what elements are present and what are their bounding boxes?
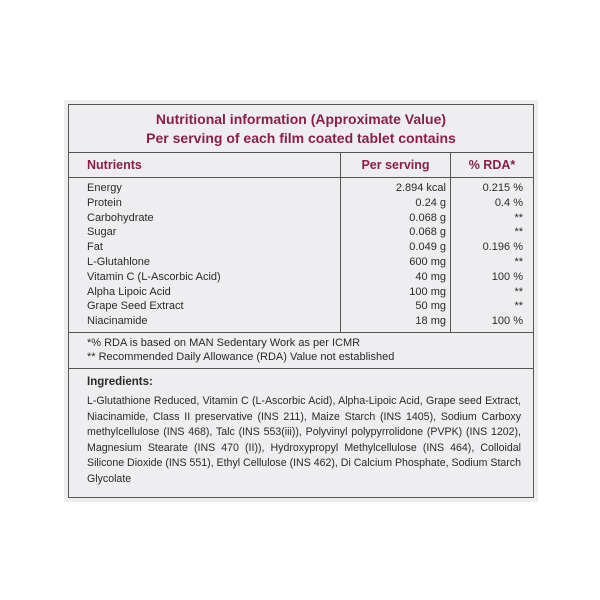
header-per-serving: Per serving — [341, 153, 451, 177]
nutrients-column — [69, 178, 341, 332]
nutrient-name: Energy — [87, 182, 122, 194]
ingredients-heading: Ingredients: — [87, 375, 153, 388]
nutrient-name: L-Glutahlone — [87, 255, 150, 268]
rda-value: ** — [514, 226, 523, 239]
per-serving-value: 0.24 g — [415, 196, 446, 209]
nutrient-name: Fat — [87, 241, 103, 254]
ingredients-section — [69, 369, 533, 488]
nutrient-name: Sugar — [87, 226, 117, 239]
per-serving-value: 0.068 g — [409, 211, 446, 224]
footnote-1: *% RDA is based on MAN Sedentary Work as per ICMR — [87, 336, 361, 349]
per-serving-column — [341, 178, 451, 332]
rda-value: ** — [514, 255, 523, 268]
footnote-2: ** Recommended Daily Allowance (RDA) Value not established — [87, 350, 395, 363]
nutrient-name: Vitamin C (L-Ascorbic Acid) — [87, 270, 221, 283]
rda-value: 100 % — [491, 315, 523, 328]
header-rda: % RDA* — [468, 158, 516, 172]
nutrient-name: Carbohydrate — [87, 211, 154, 224]
table-title — [69, 105, 533, 153]
rda-column — [451, 178, 533, 332]
per-serving-value: 40 mg — [415, 270, 446, 283]
rda-value: ** — [514, 211, 523, 224]
per-serving-value: 2.894 kcal — [395, 182, 446, 194]
rda-value: 0.215 % — [482, 182, 523, 194]
rda-value: ** — [514, 300, 523, 313]
rda-value: ** — [514, 285, 523, 298]
per-serving-value: 0.049 g — [409, 241, 446, 254]
nutrient-name: Grape Seed Extract — [87, 300, 184, 313]
nutrient-name: Alpha Lipoic Acid — [87, 285, 171, 298]
per-serving-value: 0.068 g — [409, 226, 446, 239]
rda-value: 0.4 % — [494, 196, 523, 209]
per-serving-value: 600 mg — [409, 255, 446, 268]
header-nutrients: Nutrients — [69, 153, 341, 177]
nutrient-name: Niacinamide — [87, 315, 148, 328]
title-line-2: Per serving of each film coated tablet contains — [146, 130, 456, 146]
ingredients-text: L-Glutathione Reduced, Vitamin C (L-Ascorbic Acid), Alpha-Lipoic Acid, Grape seed Extract, Niacinamide, Class II preservative (INS 211), Maize Starch (INS 1405), Sodium Carboxy methylcellulose (INS 468), Talc (INS 553(iii)), Polyvinyl polypyrrolidone (PVPK) (INS 1202), Magnesium Stearate (INS 470 (II)), Hydroxypropyl Methylcellulose (INS 464), Colloidal Silicone Dioxide (INS 551), Ethyl Cellulose (INS 462), Di Calcium Phosphate, Sodium Starch Glycolate — [87, 395, 521, 485]
rda-footnotes — [69, 333, 533, 369]
rda-value: 0.196 % — [482, 241, 523, 254]
title-line-1: Nutritional information (Approximate Value) — [155, 111, 447, 127]
nutrition-label-panel — [64, 100, 538, 502]
per-serving-value: 100 mg — [409, 285, 446, 298]
per-serving-value: 50 mg — [415, 300, 446, 313]
nutrient-name: Protein — [87, 196, 122, 209]
table-header-row — [69, 153, 533, 178]
per-serving-value: 18 mg — [415, 315, 446, 328]
nutrition-table-frame — [68, 104, 534, 498]
table-body — [69, 178, 533, 333]
rda-value: 100 % — [491, 270, 523, 283]
